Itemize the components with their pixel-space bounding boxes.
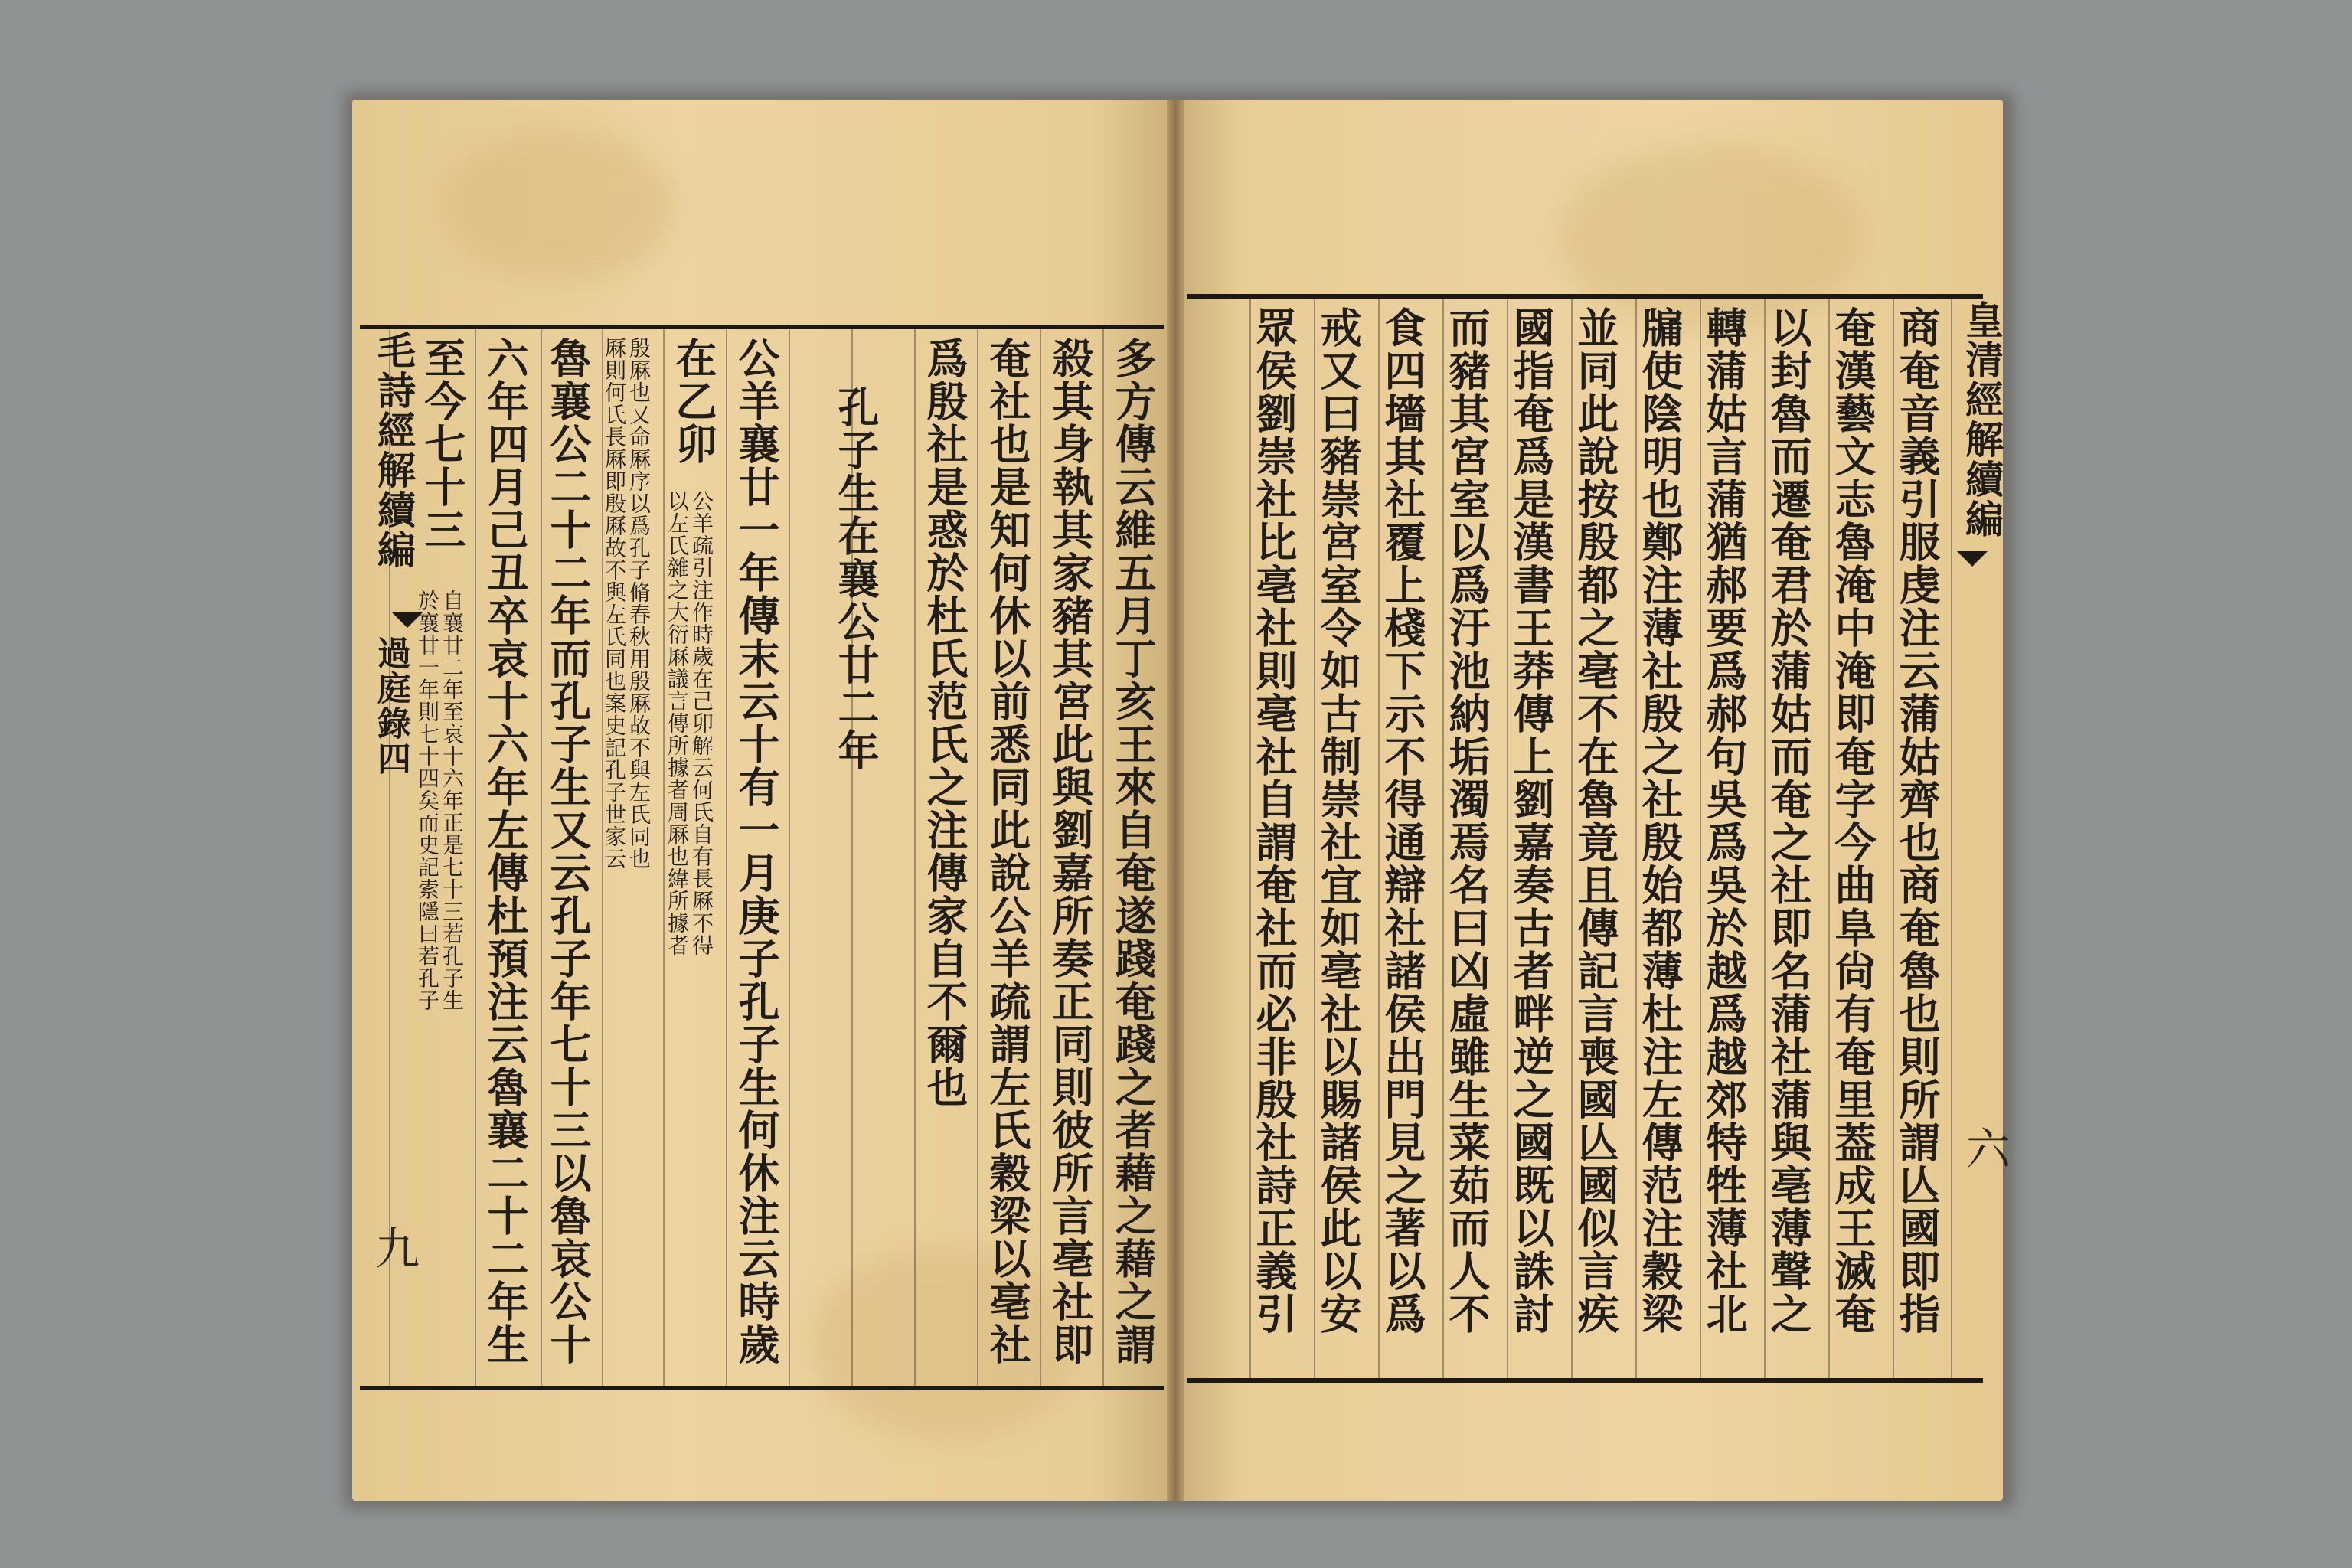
column-rule bbox=[1951, 299, 1952, 1378]
text-column: 六年四月己丑卒哀十六年左傳杜預注云魯襄二十二年生 bbox=[481, 337, 530, 1366]
text-column: 國指奄爲是漢書王莽傳上劉嘉奏古者畔逆之國既以誅討 bbox=[1507, 306, 1556, 1335]
column-rule bbox=[1102, 329, 1104, 1386]
right-page-number: 六 bbox=[1958, 1125, 2011, 1170]
text-column: 孔子生在襄公廿二年 bbox=[831, 386, 880, 772]
text-column: 轉蒲姑言蒲猶郝要爲郝句吳爲吳於越爲越郊特牲薄社北 bbox=[1700, 306, 1749, 1335]
column-rule bbox=[789, 329, 790, 1386]
annotation-column: 厤則何氏長厤即殷厤故不與左氏同也案史記孔子世家云 bbox=[602, 337, 627, 870]
text-column: 多方傳云維五月丁亥王來自奄遂踐奄踐之者藉之藉之謂 bbox=[1109, 337, 1158, 1366]
column-rule bbox=[475, 329, 476, 1386]
text-column: 奄漢藝文志魯淹中淹即奄字今曲阜尙有奄里葢成王滅奄 bbox=[1828, 306, 1877, 1335]
text-column: 在乙卯 bbox=[669, 337, 718, 466]
column-rule bbox=[1040, 329, 1041, 1386]
text-column: 食四墻其社覆上棧下示不得通辯社諸侯出門見之著以爲 bbox=[1378, 306, 1427, 1335]
annotation-column: 殷厤也又命厤序以爲孔子脩春秋用殷厤故不與左氏同也 bbox=[626, 337, 652, 870]
column-rule bbox=[726, 329, 727, 1386]
column-rule bbox=[914, 329, 916, 1386]
annotation-column: 以左氏雜之大衍厤議言傳所據者周厤也緯所據者 bbox=[665, 490, 690, 956]
text-column: 眾侯劉崇社比亳社則亳社自謂奄社而必非殷社詩正義引 bbox=[1250, 306, 1298, 1335]
book-gutter bbox=[1167, 100, 1184, 1501]
text-column: 牖使陰明也鄭注薄社殷之社殷始都薄杜注左傳范注穀梁 bbox=[1635, 306, 1684, 1335]
annotation-column: 自襄廿二年至哀十六年正是七十三若孔子生 bbox=[439, 590, 465, 1011]
left-section-label: 過庭錄四 bbox=[371, 635, 410, 776]
annotation-column: 公羊疏引注作時歲在己卯解云何氏自有長厤不得 bbox=[689, 490, 714, 956]
paper-stain bbox=[444, 130, 674, 283]
text-column: 爲殷社是惑於杜氏范氏之注傳家自不爾也 bbox=[920, 337, 969, 1109]
text-column: 並同此說按殷都之亳不在魯竟且傳記言喪國亾國似言疾 bbox=[1571, 306, 1620, 1335]
text-column: 殺其身執其家豬其宮此與劉嘉所奏正同則彼所言亳社即 bbox=[1046, 337, 1095, 1366]
annotation-column: 於襄廿一年則七十四矣而史記索隱曰若孔子 bbox=[415, 590, 440, 1011]
text-column: 公羊襄廿一年傳末云十有一月庚子孔子生何休注云時歲 bbox=[732, 337, 781, 1366]
text-column: 以封魯而遷奄君於蒲姑而奄之社即名蒲社蒲與亳薄聲之 bbox=[1764, 306, 1813, 1335]
text-column: 而豬其宮室以爲汙池納垢濁焉名曰凶虛雖生菜茹而人不 bbox=[1442, 306, 1491, 1335]
left-page-number: 九 bbox=[368, 1225, 420, 1269]
column-rule bbox=[541, 329, 542, 1386]
text-column: 奄社也是知何休以前悉同此說公羊疏謂左氏穀梁以亳社 bbox=[983, 337, 1032, 1366]
right-side-title: 皇清經解續編 bbox=[1959, 300, 2004, 539]
text-column: 至今七十三 bbox=[418, 337, 467, 551]
text-column: 戒又曰豬崇宮室令如古制崇社宜如亳社以賜諸侯此以安 bbox=[1314, 306, 1363, 1335]
fishtail-mark bbox=[1957, 551, 1988, 568]
left-side-title: 毛詩經解續編 bbox=[371, 331, 416, 570]
text-column: 魯襄公二十二年而孔子生又云孔子年七十三以魯哀公十 bbox=[544, 337, 593, 1366]
column-rule bbox=[977, 329, 978, 1386]
text-column: 商奄音義引服虔注云蒲姑齊也商奄魯也則所謂亾國即指 bbox=[1893, 306, 1942, 1335]
